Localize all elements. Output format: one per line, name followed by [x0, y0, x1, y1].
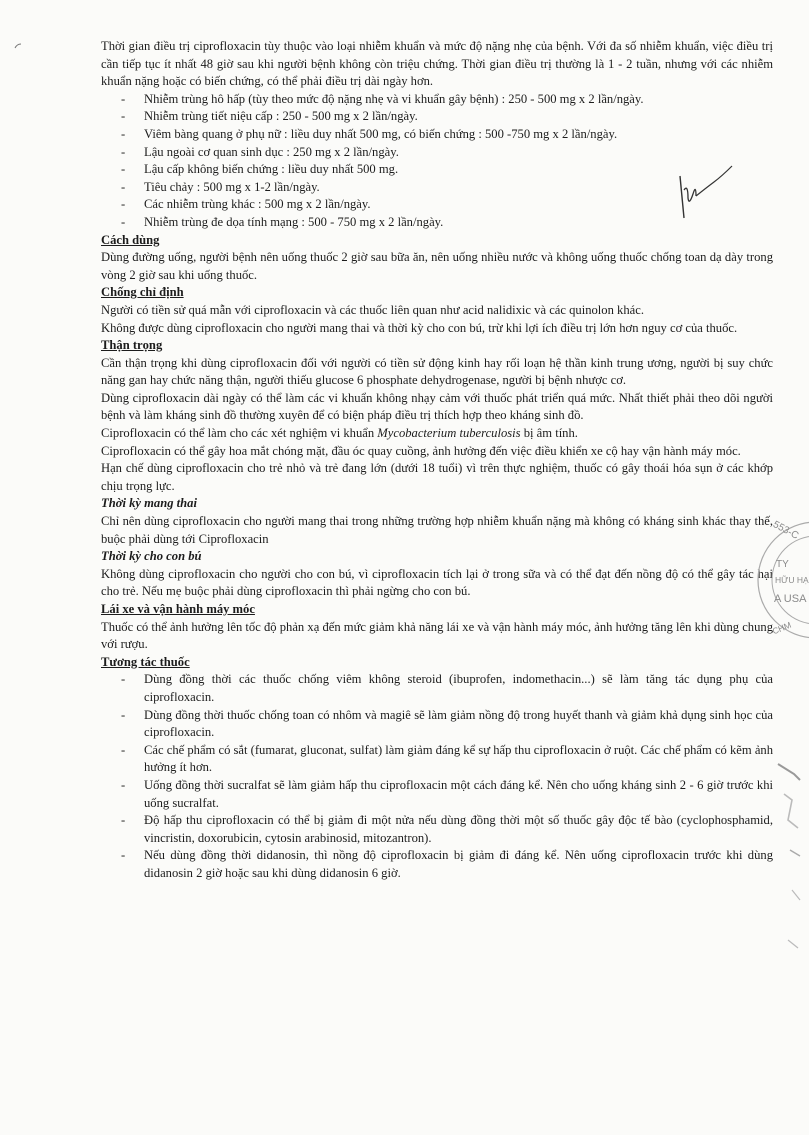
stamp-line: TY — [776, 559, 789, 570]
contraindications-paragraph: Không được dùng ciprofloxacin cho người mang thai và thời kỳ cho con bú, trừ khi lợi ích điều trị lớn hơn nguy cơ của thuốc. — [101, 320, 738, 335]
list-item: - Độ hấp thu ciprofloxacin có thể bị giảm đi một nửa nếu dùng đồng thời một số thuốc gây độc tế bào (cyclophosphamid, vincristin, doxorubicin, cytosin arabinosid, mitozantron). — [101, 812, 773, 847]
list-item: - Nhiễm trùng tiết niệu cấp : 250 - 500 mg x 2 lần/ngày. — [101, 108, 773, 126]
precautions-heading: Thận trọng — [101, 338, 163, 353]
lactation-heading: Thời kỳ cho con bú — [101, 549, 202, 564]
document-page — [101, 38, 773, 883]
interactions-heading: Tương tác thuốc — [101, 654, 190, 669]
handwritten-signature — [676, 158, 736, 228]
list-item: - Tiêu chảy : 500 mg x 1-2 lần/ngày. — [101, 179, 773, 197]
interactions-list — [101, 671, 773, 882]
contraindications-paragraph: Người có tiền sử quá mẫn với ciprofloxacin và các thuốc liên quan như acid nalidixic và các quinolon khác. — [101, 302, 644, 317]
scan-edge-marks — [770, 760, 800, 960]
tuberculosis-paragraph — [101, 425, 773, 443]
tb-species: Mycobacterium tuberculosis — [377, 426, 521, 441]
pregnancy-heading: Thời kỳ mang thai — [101, 496, 197, 511]
list-item: - Lậu cấp không biến chứng : liều duy nhất 500 mg. — [101, 161, 773, 179]
corner-scan-mark — [14, 36, 22, 42]
list-item: - Uống đồng thời sucralfat sẽ làm giảm hấp thu ciprofloxacin một cách đáng kể. Nên cho uống kháng sinh 2 - 6 giờ trước khi uống sucralfat. — [101, 777, 773, 812]
list-item: - Các chế phẩm có sắt (fumarat, gluconat, sulfat) làm giảm đáng kể sự hấp thu ciprofloxacin ở ruột. Các chế phẩm có kẽm ảnh hưởng ít hơn. — [101, 742, 773, 777]
stamp-line: A USA — [774, 593, 807, 605]
list-item: - Dùng đồng thời các thuốc chống viêm không steroid (ibuprofen, indomethacin...) sẽ làm tăng tác dụng phụ của ciprofloxacin. — [101, 671, 773, 706]
stamp-line: CHM — [770, 619, 793, 637]
contraindications-heading: Chống chỉ định — [101, 285, 184, 300]
precautions-paragraph: Cần thận trọng khi dùng ciprofloxacin đối với người có tiền sử động kinh hay rối loạn hệ thần kinh trung ương, người bị suy chức năng gan hay chức năng thận, người thiếu glucose 6 phosphate dehydrogenase, người bị bệnh nhược cơ. — [101, 355, 773, 388]
driving-heading: Lái xe và vận hành máy móc — [101, 602, 255, 616]
lactation-paragraph: Không dùng ciprofloxacin cho người cho con bú, vì ciprofloxacin tích lại ở trong sữa và có thể đạt đến nồng độ có thể gây tác hại cho trẻ. Nếu mẹ buộc phải dùng ciprofloxacin thì phải ngừng cho con bú. — [101, 566, 773, 599]
stamp-edge — [756, 515, 809, 645]
pregnancy-paragraph: Chỉ nên dùng ciprofloxacin cho người mang thai trong những trường hợp nhiễm khuẩn nặng mà không có kháng sinh khác thay thế, buộc phải dùng tới Ciprofloxacin — [101, 514, 773, 546]
list-item: - Viêm bàng quang ở phụ nữ : liều duy nhất 500 mg, có biến chứng : 500 -750 mg x 2 lần/ngày. — [101, 126, 773, 144]
dosage-list — [101, 91, 773, 232]
precautions-paragraph: Ciprofloxacin có thể gây hoa mắt chóng mặt, đầu óc quay cuồng, ảnh hưởng đến việc điều khiển xe cộ hay vận hành máy móc. — [101, 443, 741, 458]
tb-prefix: Ciprofloxacin có thể làm cho các xét nghiệm vi khuẩn — [101, 426, 378, 441]
tb-suffix: bị âm tính. — [520, 426, 578, 441]
precautions-paragraph: Dùng ciprofloxacin dài ngày có thể làm các vi khuẩn không nhạy cảm với thuốc phát triển quá mức. Nhất thiết phải theo dõi người bệnh và làm kháng sinh đồ thường xuyên để có biện pháp điều trị thích hợp theo kháng sinh đồ. — [101, 390, 773, 423]
list-item: - Lậu ngoài cơ quan sinh dục : 250 mg x 2 lần/ngày. — [101, 144, 773, 162]
driving-paragraph: Thuốc có thể ảnh hưởng lên tốc độ phản xạ đến mức giảm khả năng lái xe và vận hành máy móc, ảnh hưởng tăng lên khi dùng chung với rượu. — [101, 619, 773, 652]
list-item: - Nhiễm trùng đe dọa tính mạng : 500 - 750 mg x 2 lần/ngày. — [101, 214, 773, 232]
stamp-line: HỮU HẠ — [775, 575, 809, 585]
list-item: - Nhiễm trùng hô hấp (tùy theo mức độ nặng nhẹ và vi khuẩn gây bệnh) : 250 - 500 mg x 2 lần/ngày. — [101, 91, 773, 109]
usage-heading: Cách dùng — [101, 232, 160, 247]
precautions-paragraph: Hạn chế dùng ciprofloxacin cho trẻ nhỏ và trẻ đang lớn (dưới 18 tuổi) vì trên thực nghiệm, thuốc có gây thoái hóa sụn ở các khớp chịu trọng lực. — [101, 461, 773, 493]
treatment-duration-paragraph: Thời gian điều trị ciprofloxacin tùy thuộc vào loại nhiễm khuẩn và mức độ nặng nhẹ của bệnh. Với đa số nhiễm khuẩn, việc điều trị cần tiếp tục ít nhất 48 giờ sau khi người bệnh không còn triệu chứng. Thời gian điều trị thường là 1 - 2 tuần, nhưng với các nhiễm khuẩn nặng hoặc có biến chứng, có thể phải điều trị dài ngày hơn. — [101, 39, 773, 89]
stamp-number: 553-C — [771, 519, 801, 542]
usage-paragraph: Dùng đường uống, người bệnh nên uống thuốc 2 giờ sau bữa ăn, nên uống nhiều nước và không uống thuốc chống toan dạ dày trong vòng 2 giờ sau khi uống thuốc. — [101, 250, 773, 282]
list-item: - Nếu dùng đồng thời didanosin, thì nồng độ ciprofloxacin bị giảm đi đáng kể. Nên uống ciprofloxacin trước khi dùng didanosin 2 giờ hoặc sau khi dùng didanosin 6 giờ. — [101, 847, 773, 882]
list-item: - Dùng đồng thời thuốc chống toan có nhôm và magiê sẽ làm giảm nồng độ trong huyết thanh và giảm khả dụng sinh học của ciprofloxacin. — [101, 707, 773, 742]
list-item: - Các nhiễm trùng khác : 500 mg x 2 lần/ngày. — [101, 196, 773, 214]
